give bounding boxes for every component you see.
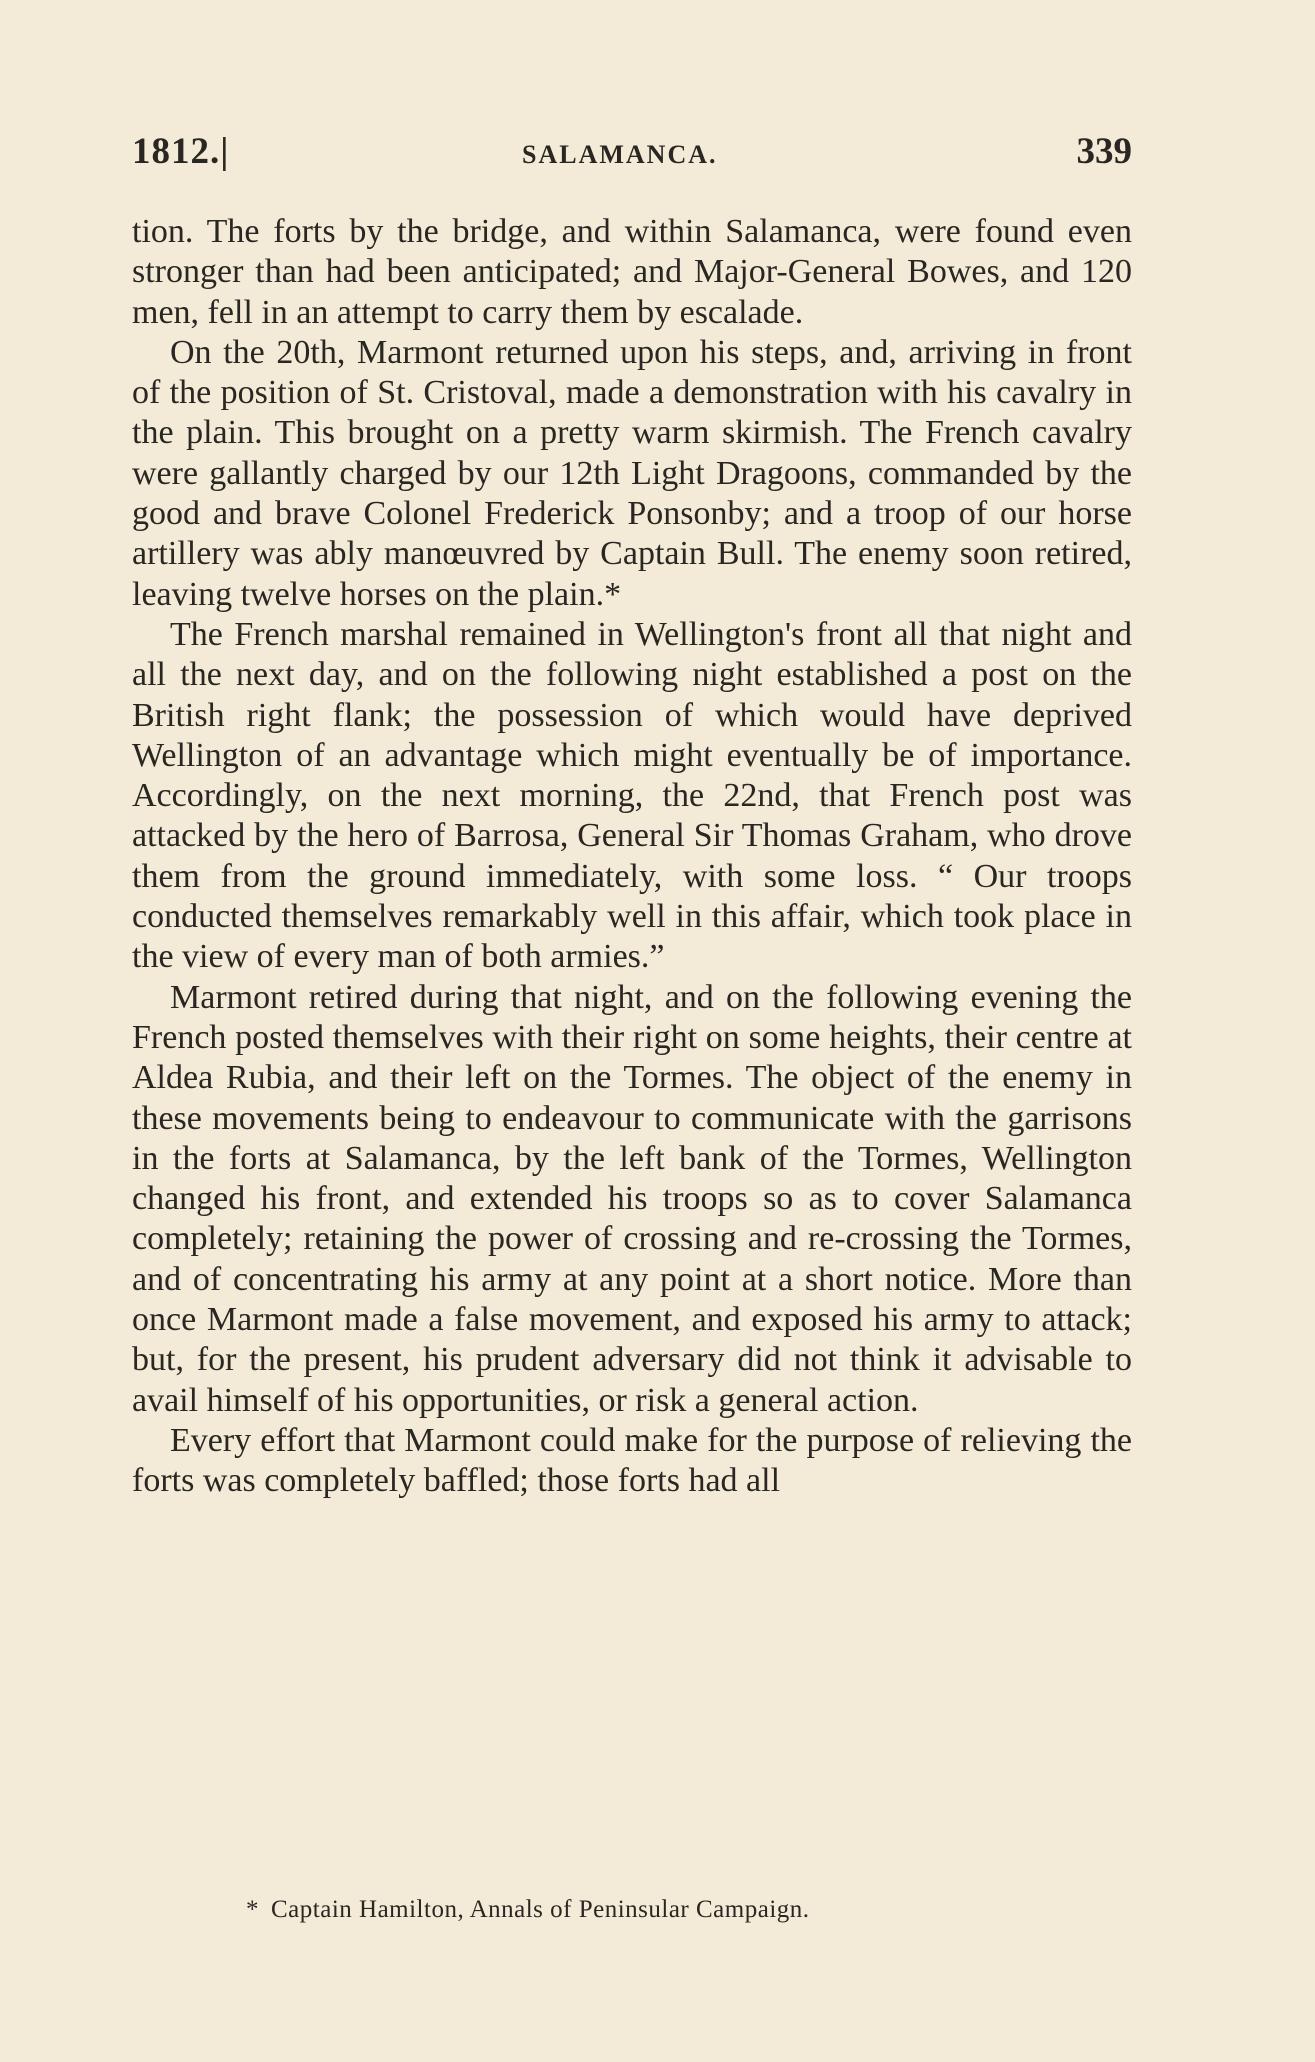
footnote-mark: *	[246, 1896, 259, 1923]
footnote	[246, 1896, 810, 1924]
footnote-text: Captain Hamilton, Annals of Peninsular Campaign.	[271, 1896, 810, 1923]
paragraph-continued: tion. The forts by the bridge, and within Salamanca, were found even stronger than had been anticipated; and Major-General Bowes, and 120 men, fell in an attempt to carry them by escalade.	[132, 213, 1132, 331]
paragraph: On the 20th, Marmont returned upon his steps, and, arriving in front of the position of St. Cristoval, made a demonstration with his cavalry in the plain. This brought on a pretty warm skirmish. The French cavalry were gallantly charged by our 12th Light Dragoons, commanded by the good and brave Colonel Frederick Ponsonby; and a troop of our horse artillery was ably manœuvred by Captain Bull. The enemy soon retired, leaving twelve horses on the plain.*	[132, 333, 1132, 613]
paragraph: The French marshal remained in Wellington's front all that night and all the next day, and on the following night established a post on the British right flank; the possession of which would have deprived Wellington of an advantage which might eventually be of importance. Accordingly, on the next morning, the 22nd, that French post was attacked by the hero of Barrosa, General Sir Thomas Graham, who drove them from the ground immediately, with some loss. “ Our troops conducted themselves remarkably well in this affair, which took place in the view of every man of both armies.”	[132, 615, 1132, 976]
body-text	[132, 212, 1132, 1502]
paragraph: Marmont retired during that night, and on the following evening the French posted themselves with their right on some heights, their centre at Aldea Rubia, and their left on the Tormes. The object of the enemy in these movements being to endeavour to communicate with the garrisons in the forts at Salamanca, by the left bank of the Tormes, Wellington changed his front, and extended his troops so as to cover Salamanca completely; retaining the power of crossing and re-crossing the Tormes, and of concentrating his army at any point at a short notice. More than once Marmont made a false movement, and exposed his army to attack; but, for the present, his prudent adversary did not think it advisable to avail himself of his opportunities, or risk a general action.	[132, 978, 1132, 1419]
header-title: SALAMANCA.	[522, 140, 718, 169]
running-head	[132, 130, 1132, 180]
header-year: 1812.|	[132, 131, 230, 172]
page-number: 339	[1076, 131, 1132, 172]
paragraph: Every effort that Marmont could make for the purpose of relieving the forts was completely baffled; those forts had all	[132, 1421, 1132, 1500]
